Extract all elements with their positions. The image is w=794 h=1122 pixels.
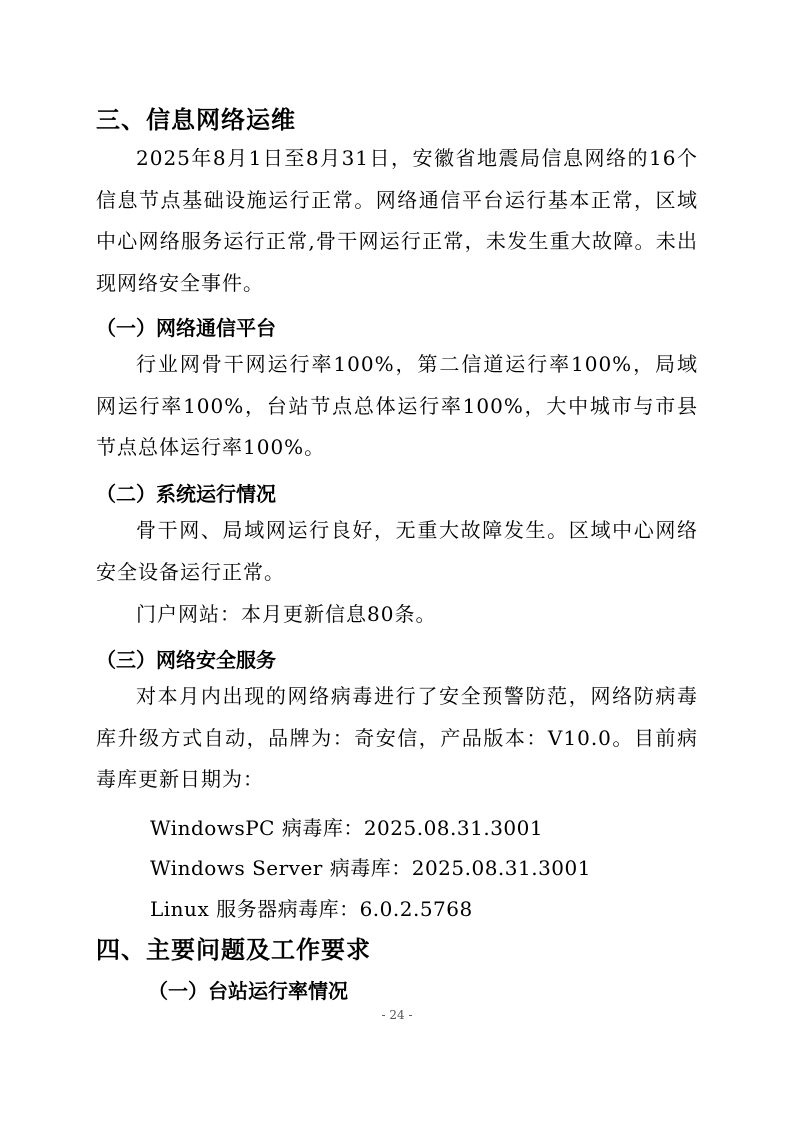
section-3-heading: 三、信息网络运维 <box>96 106 296 134</box>
virus-db-windows-server: Windows Server 病毒库：2025.08.31.3001 <box>150 856 591 880</box>
system-operation-paragraph: 骨干网、局域网运行良好，无重大故障发生。区域中心网络安全设备运行正常。 <box>96 518 698 584</box>
portal-update-paragraph: 门户网站：本月更新信息80条。 <box>136 602 437 626</box>
section-4-heading: 四、主要问题及工作要求 <box>96 936 371 964</box>
network-platform-paragraph: 行业网骨干网运行率100%，第二信道运行率100%，局域网运行率100%，台站节点总体运行率100%，大中城市与市县节点总体运行率100%。 <box>96 352 698 459</box>
page-number: - 24 - <box>381 1008 413 1022</box>
subsection-system-operation-heading: （二）系统运行情况 <box>96 482 276 506</box>
subsection-station-rate-heading: （一）台站运行率情况 <box>148 979 348 1003</box>
virus-db-windows-pc: WindowsPC 病毒库：2025.08.31.3001 <box>150 816 544 840</box>
subsection-security-service-heading: （三）网络安全服务 <box>96 648 276 672</box>
subsection-network-platform-heading: （一）网络通信平台 <box>96 316 276 340</box>
security-service-paragraph: 对本月内出现的网络病毒进行了安全预警防范，网络防病毒库升级方式自动，品牌为：奇安信，产品版本：V10.0。目前病毒库更新日期为： <box>96 684 698 791</box>
section-3-intro-paragraph: 2025年8月1日至8月31日，安徽省地震局信息网络的16个信息节点基础设施运行正常。网络通信平台运行基本正常，区域中心网络服务运行正常,骨干网运行正常，未发生重大故障。未出现网络安全事件。 <box>96 146 698 295</box>
virus-db-linux-server: Linux 服务器病毒库：6.0.2.5768 <box>150 897 473 921</box>
